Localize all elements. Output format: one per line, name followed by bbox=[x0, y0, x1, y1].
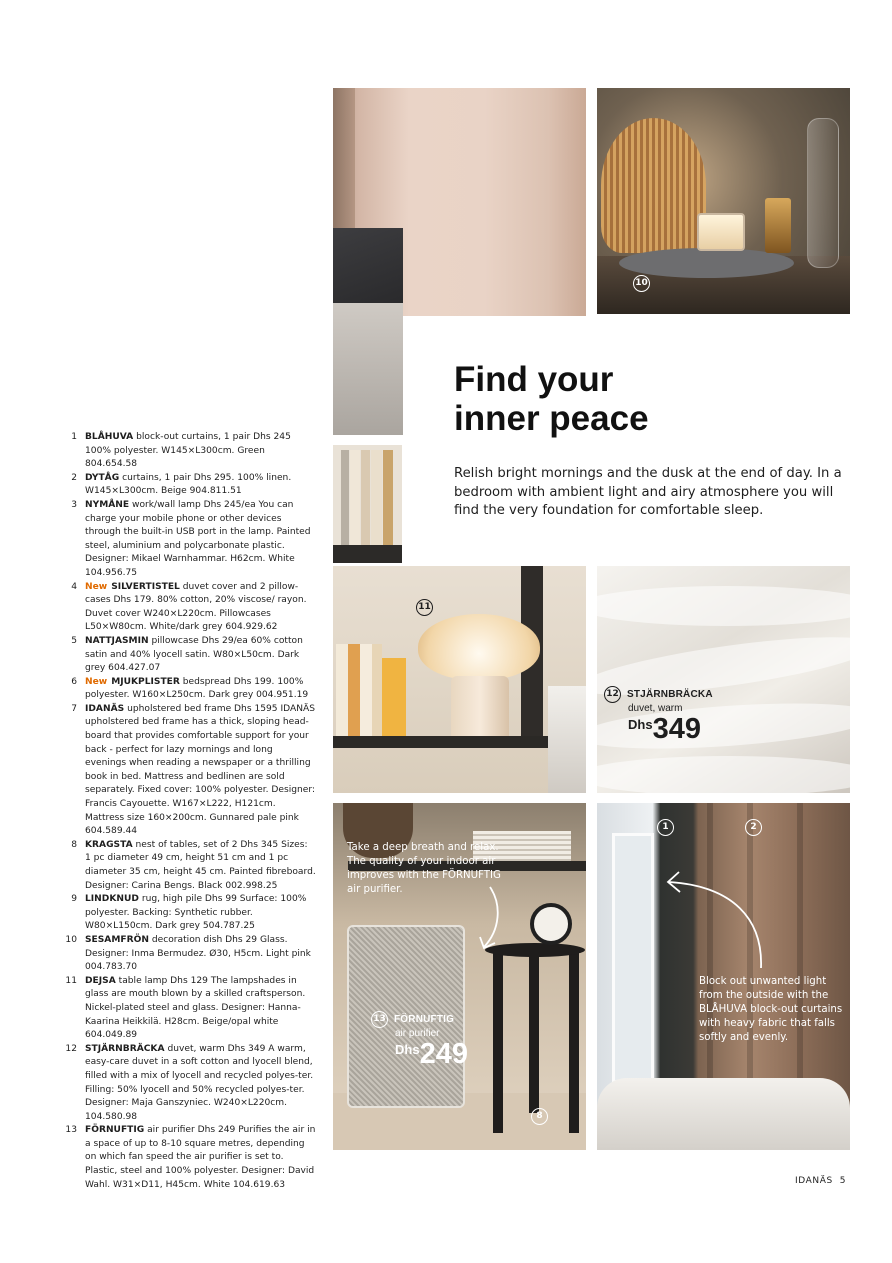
list-item-number: 2 bbox=[71, 472, 77, 483]
list-item bbox=[58, 975, 316, 1043]
page-footer bbox=[795, 1176, 846, 1186]
headline-panel bbox=[403, 316, 850, 566]
product-name: SILVERTISTEL bbox=[111, 581, 180, 592]
list-item bbox=[58, 1124, 316, 1192]
product-name: SESAMFRÖN bbox=[85, 934, 149, 945]
tag-price: 349 bbox=[652, 713, 701, 745]
list-item-number: 5 bbox=[71, 635, 77, 646]
product-name: MJUKPLISTER bbox=[111, 676, 180, 687]
product-name: FÖRNUFTIG bbox=[85, 1125, 145, 1136]
table-lamp-photo bbox=[333, 566, 586, 793]
list-item-body bbox=[85, 893, 316, 934]
price-tag-stjarnbracka bbox=[604, 686, 713, 744]
product-name: KRAGSTA bbox=[85, 839, 133, 850]
product-description: decoration dish Dhs 29 Glass. Designer: Inma Bermudez. Ø30, H5cm. Light pink 004.783.70 bbox=[85, 934, 311, 973]
list-item bbox=[58, 431, 316, 472]
product-description: nest of tables, set of 2 Dhs 345 Sizes: 1 pc diameter 49 cm, height 51 cm and 1 pc diameter 35 cm, height 45 cm. Painted fibreboard. Designer: Carina Bengs. Black 002.998.25 bbox=[85, 839, 316, 891]
list-item-number: 7 bbox=[71, 703, 77, 714]
list-item-body bbox=[85, 703, 316, 839]
list-item bbox=[58, 499, 316, 581]
list-item bbox=[58, 676, 316, 703]
list-item-body bbox=[85, 975, 316, 1043]
list-item-number: 12 bbox=[65, 1043, 77, 1054]
product-description: curtains, 1 pair Dhs 295. 100% linen. W145×L300cm. Beige 904.811.51 bbox=[85, 472, 292, 497]
marker-11: 11 bbox=[416, 599, 433, 616]
page-number: 5 bbox=[839, 1176, 847, 1186]
tag-subtitle: air purifier bbox=[395, 1028, 440, 1039]
page-title bbox=[454, 360, 649, 438]
tag-subtitle: duvet, warm bbox=[628, 703, 683, 714]
new-badge: New bbox=[85, 676, 108, 687]
product-name: BLÅHUVA bbox=[85, 432, 134, 442]
product-description: table lamp Dhs 129 The lampshades in glass are mouth blown by a skilled craftsperson. Nickel-plated steel and glass. Designer: Hanna-Kaarina Heikkilä. H28cm. Beige/opal white 604.049.89 bbox=[85, 975, 306, 1041]
list-item-number: 11 bbox=[65, 975, 77, 986]
product-description: bedspread Dhs 199. 100% polyester. W160×L250cm. Dark grey 004.951.19 bbox=[85, 676, 309, 701]
product-list bbox=[58, 431, 316, 1192]
new-badge: New bbox=[85, 581, 108, 592]
price-tag-fornuftig bbox=[371, 1011, 468, 1069]
list-item-number: 9 bbox=[71, 894, 77, 905]
product-name: DYTÅG bbox=[85, 472, 120, 483]
list-item-number: 3 bbox=[71, 499, 77, 510]
marker-13: 13 bbox=[371, 1011, 388, 1028]
list-item bbox=[58, 635, 316, 676]
product-name: STJÄRNBRÄCKA bbox=[85, 1043, 165, 1054]
list-item-body bbox=[85, 839, 316, 893]
product-description: work/wall lamp Dhs 245/ea You can charge your mobile phone or other devices through the built-in USB port in the lamp. Painted steel, aluminium and polycarbonate plastic. Designer: Mikael Warnhammar. H62cm. White 104.956.75 bbox=[85, 499, 311, 578]
caption-arrow-icon bbox=[470, 885, 510, 955]
list-item-number: 13 bbox=[65, 1125, 77, 1136]
intro-paragraph: Relish bright mornings and the dusk at the end of day. In a bedroom with ambient light and airy atmosphere you will find the very foundation for comfortable sleep. bbox=[454, 466, 842, 518]
list-item-body bbox=[85, 499, 316, 581]
list-item-number: 10 bbox=[65, 934, 77, 945]
list-item-body bbox=[85, 635, 316, 676]
title-line-1: Find your bbox=[454, 360, 614, 399]
tag-price: 249 bbox=[419, 1038, 468, 1070]
product-description: duvet, warm Dhs 349 A warm, easy-care duvet in a soft cotton and lyocell blend, filled with a mix of lyocell and recycled polyes-ter. Filling: 50% lyocell and 50% recycled polyes-ter. Designer: Maja Ganszyniec. W240×L220cm. 104.580.98 bbox=[85, 1043, 314, 1122]
list-item-body bbox=[85, 934, 316, 975]
duvet-photo bbox=[597, 566, 850, 793]
list-item bbox=[58, 934, 316, 975]
product-name: IDANÄS bbox=[85, 703, 125, 714]
product-description: air purifier Dhs 249 Purifies the air in a space of up to 8-10 square metres, depending on which fan speed the air purifier is set to. Plastic, steel and 100% polyester. Designer: David Wahl. W31×D11, H45cm. White 104.619.63 bbox=[85, 1125, 316, 1190]
list-item-body bbox=[85, 1043, 316, 1125]
marker-1: 1 bbox=[657, 819, 674, 836]
product-name: DEJSA bbox=[85, 975, 116, 986]
product-name: NATTJASMIN bbox=[85, 635, 149, 646]
bookshelf-photo bbox=[333, 445, 402, 563]
title-line-2: inner peace bbox=[454, 399, 649, 438]
list-item-number: 8 bbox=[71, 839, 77, 850]
tag-product-name: FÖRNUFTIG bbox=[394, 1014, 455, 1025]
curtains-caption: Block out unwanted light from the outside with the BLÅHUVA block-out curtains with heavy fabric that falls softly and evenly. bbox=[699, 976, 843, 1043]
list-item-body bbox=[85, 581, 316, 635]
list-item bbox=[58, 703, 316, 839]
list-item-number: 1 bbox=[71, 432, 77, 442]
marker-12: 12 bbox=[604, 686, 621, 703]
marker-10: 10 bbox=[633, 275, 650, 292]
product-description: duvet cover and 2 pillow-cases Dhs 179. 80% cotton, 20% viscose/ rayon. Duvet cover W240×L220cm. Pillowcases L50×W80cm. White/dark grey 604.929.62 bbox=[85, 581, 307, 633]
tag-currency: Dhs bbox=[395, 1042, 420, 1057]
list-item-body bbox=[85, 676, 316, 703]
list-item bbox=[58, 1043, 316, 1125]
marker-2: 2 bbox=[745, 819, 762, 836]
product-description: block-out curtains, 1 pair Dhs 245 100% polyester. W145×L300cm. Green 804.654.58 bbox=[85, 432, 291, 470]
product-description: upholstered bed frame Dhs 1595 IDANÄS upholstered bed frame has a thick, sloping head-board that provides comfortable support for your back - perfect for lazy mornings and long evenings when reading a newspaper or a thrilling book in bed. Mattress and bedlinen are sold separately. Fixed cover: 100% polyester. Designer: Francis Cayouette. W167×L222, H121cm. Mattress size 160×200cm. Gunnared pale pink 604.589.44 bbox=[85, 703, 316, 837]
list-item-body bbox=[85, 472, 316, 499]
tag-currency: Dhs bbox=[628, 717, 653, 732]
product-description: pillowcase Dhs 29/ea 60% cotton satin and 40% lyocell satin. W80×L50cm. Dark grey 604.427.07 bbox=[85, 635, 303, 674]
list-item-number: 4 bbox=[71, 581, 77, 592]
list-item-body bbox=[85, 431, 316, 472]
tag-product-name: STJÄRNBRÄCKA bbox=[627, 689, 713, 700]
product-name: NYMÅNE bbox=[85, 499, 130, 510]
product-name: LINDKNUD bbox=[85, 894, 139, 905]
list-item-number: 6 bbox=[71, 676, 77, 687]
lamp-candle-photo bbox=[597, 88, 850, 314]
purifier-caption: Take a deep breath and relax. The quality of your indoor air improves with the FÖRNUFTIG air purifier. bbox=[347, 842, 501, 895]
marker-8: 8 bbox=[531, 1108, 548, 1125]
list-item bbox=[58, 893, 316, 934]
footer-section: IDANÄS bbox=[795, 1176, 833, 1186]
list-item bbox=[58, 581, 316, 635]
list-item bbox=[58, 839, 316, 893]
list-item bbox=[58, 472, 316, 499]
list-item-body bbox=[85, 1124, 316, 1192]
caption-arrow-icon bbox=[663, 864, 773, 974]
product-description: rug, high pile Dhs 99 Surface: 100% polyester. Backing: Synthetic rubber. W80×L150cm. Dark grey 504.787.25 bbox=[85, 894, 307, 932]
